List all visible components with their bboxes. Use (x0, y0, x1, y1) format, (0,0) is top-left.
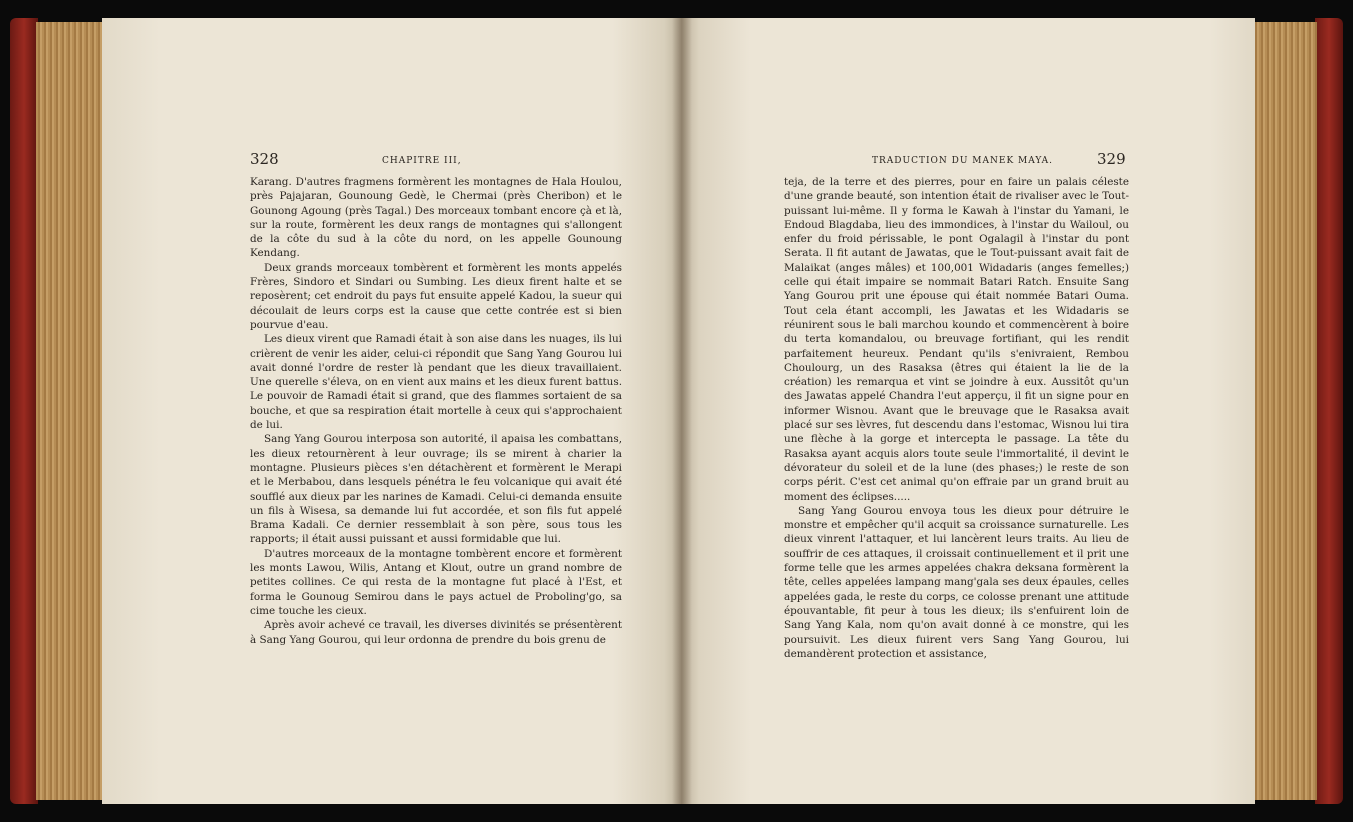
book-gutter (672, 18, 692, 804)
left-page (102, 18, 682, 804)
paragraph: teja, de la terre et des pierres, pour en faire un palais céleste d'une grande beauté, son intention était de rivaliser avec le Tout-puissant lui-même. Il y forma le Kawah à l'instar du Yamani, le Endoud Blagdaba, lieu des immondices, à l'instar du Wailoul, ou enfer du froid périssable, le pont Ogalagil à l'instar du pont Serata. Il fit autant de Jawatas, que le Tout-puissant avait fait de Malaikat (anges mâles) et 100,001 Widadaris (anges femelles;) celle qui était impaire se nommait Batari Ratch. Ensuite Sang Yang Gourou prit une épouse qui était nommée Batari Ouma. Tout cela étant accompli, les Jawatas et les Widadaris se réunirent sous le bali marchou koundo et commencèrent à boire du terta komandalou, ou breuvage fortifiant, qui les rendit parfaitement heureux. Pendant qu'ils s'enivraient, Rembou Choulourg, un des Rasaksa (êtres qui étaient la lie de la création) les remarqua et vint se joindre à eux. Aussitôt qu'un des Jawatas appelé Chandra l'eut apperçu, il fit un signe pour en informer Wisnou. Avant que le breuvage que le Rasaksa avait placé sur ses lèvres, fut descendu dans l'estomac, Wisnou lui tira une flèche à la gorge et intercepta le passage. La tête du Rasaksa ayant acquis alors toute seule l'immortalité, il devint le dévorateur du soleil et de la lune (des phases;) le reste de son corps périt. C'est cet animal qu'on effraie par un grand bruit au moment des éclipses..... (784, 176, 1129, 503)
book-cover-left (10, 18, 38, 804)
paragraph: Après avoir achevé ce travail, les diverses divinités se présentèrent à Sang Yang Gourou, qui leur ordonna de prendre du bois grenu de (250, 619, 622, 646)
right-page (682, 18, 1255, 804)
book-cover-right (1315, 18, 1343, 804)
paragraph: Sang Yang Gourou interposa son autorité, il apaisa les combattans, les dieux retournèrent à leur ouvrage; ils se mirent à charier la montagne. Plusieurs pièces s'en détachèrent et formèrent le Merapi et le Merbabou, dans lesquels pénétra le feu volcanique qui avait été soufflé aux dieux par les narines de Kamadi. Celui-ci demanda ensuite un fils à Wisesa, sa demande lui fut accordée, et son fils fut appelé Brama Kadali. Ce dernier ressemblait à son père, sous tous les rapports; il était aussi puissant et aussi formidable que lui. (250, 433, 622, 546)
paragraph: D'autres morceaux de la montagne tombèrent encore et formèrent les monts Lawou, Wilis, Antang et Klout, outre un grand nombre de petites collines. Ce qui resta de la montagne fut placé à l'Est, et forma le Gounoug Semirou dans le pays actuel de Proboling'go, sa cime touche les cieux. (250, 547, 622, 617)
page-number: 329 (1097, 150, 1126, 168)
page-edges-right (1247, 22, 1317, 800)
page-body (250, 175, 622, 647)
paragraph: Sang Yang Gourou envoya tous les dieux pour détruire le monstre et empêcher qu'il acquit sa croissance surnaturelle. Les dieux vinrent l'attaquer, et lui lancèrent leurs traits. Au lieu de souffrir de ces attaques, il croissait continuellement et il prit une forme telle que les armes appelées chakra deksana formèrent la tête, celles appelées lampang mang'gala ses deux épaules, celles appelées gada, le reste du corps, ce colosse prenant une attitude épouvantable, fit peur à tous les dieux; ils s'enfuirent loin de Sang Yang Kala, nom qu'on avait donné à ce monstre, qui les poursuivit. Les dieux fuirent vers Sang Yang Gourou, lui demandèrent protection et assistance, (784, 504, 1129, 660)
page-edges-left (36, 22, 106, 800)
paragraph: Deux grands morceaux tombèrent et formèrent les monts appelés Frères, Sindoro et Sindari ou Sumbing. Les dieux firent halte et se reposèrent; cet endroit du pays fut ensuite appelé Kadou, la sueur qui découlait de leurs corps est la cause que cette contrée est si bien pourvue d'eau. (250, 261, 622, 331)
running-head: CHAPITRE III, (382, 156, 462, 166)
running-head: TRADUCTION DU MANEK MAYA. (872, 156, 1053, 166)
page-number: 328 (250, 150, 279, 168)
page-body (784, 175, 1129, 661)
paragraph: Les dieux virent que Ramadi était à son aise dans les nuages, ils lui crièrent de venir les aider, celui-ci répondit que Sang Yang Gourou lui avait donné l'ordre de rester là pendant que les dieux travaillaient. Une querelle s'éleva, on en vient aux mains et les dieux furent battus. Le pouvoir de Ramadi était si grand, que des flammes sortaient de sa bouche, et que sa respiration était mortelle à ceux qui s'approchaient de lui. (250, 333, 622, 432)
paragraph: Karang. D'autres fragmens formèrent les montagnes de Hala Houlou, près Pajajaran, Gounoung Gedè, le Chermai (près Cheribon) et le Gounong Agoung (près Tagal.) Des morceaux tombant encore çà et là, sur la route, formèrent les deux rangs de montagnes qui s'allongent de la côte du sud à la côte du nord, on les appelle Gounoung Kendang. (250, 176, 622, 260)
